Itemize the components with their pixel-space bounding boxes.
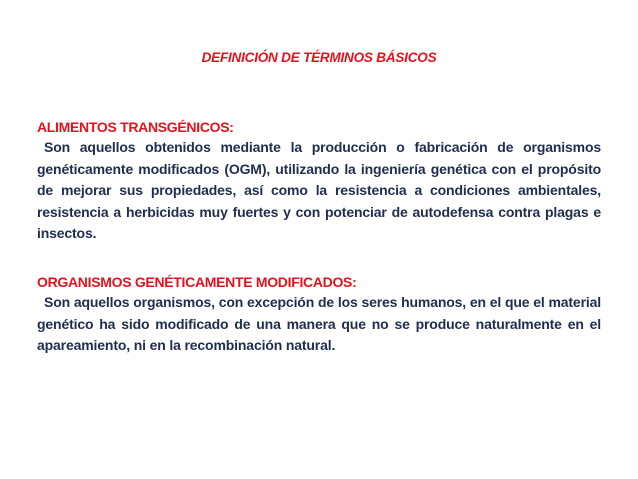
section-alimentos-transgenicos [37, 117, 601, 245]
section-heading: ALIMENTOS TRANSGÉNICOS: [37, 119, 234, 135]
slide-title: DEFINICIÓN DE TÉRMINOS BÁSICOS [201, 50, 437, 65]
section-paragraph: Son aquellos obtenidos mediante la producción o fabricación de organismos genéticamente modificados (OGM), utilizando la ingeniería genética con el propósito de mejorar sus propiedades, así como la resistencia a condiciones ambientales, resistencia a herbicidas muy fuertes y con potenciar de autodefensa contra plagas e insectos. [37, 139, 601, 241]
section-paragraph: Son aquellos organismos, con excepción de los seres humanos, en el que el material genético ha sido modificado de una manera que no se produce naturalmente en el apareamiento, ni en la recombinación natural. [37, 294, 601, 353]
section-organismos-geneticamente-modificados [37, 272, 601, 357]
section-heading: ORGANISMOS GENÉTICAMENTE MODIFICADOS: [37, 274, 357, 290]
